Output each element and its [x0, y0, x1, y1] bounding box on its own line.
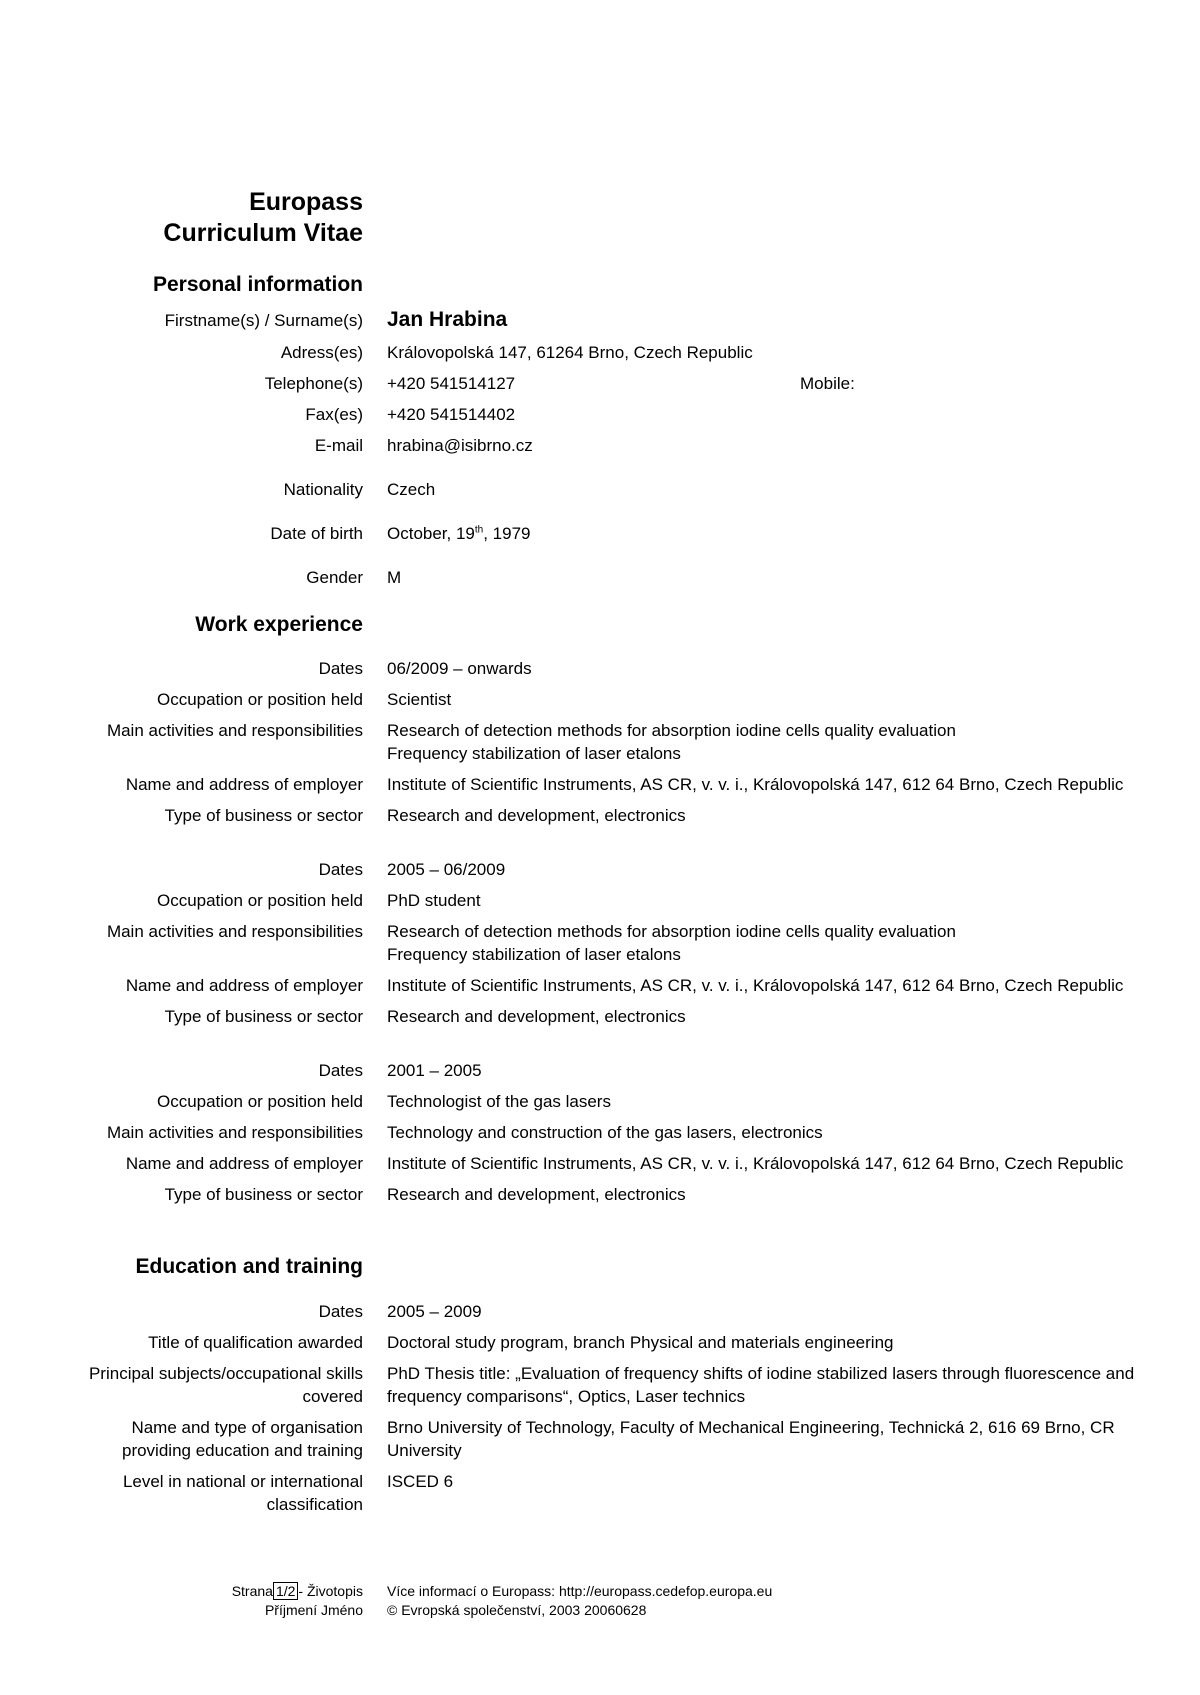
nationality-label: Nationality — [283, 480, 363, 499]
footer-page-info: Strana 1/2 - Životopis — [231, 1583, 363, 1599]
footer-copyright: © Evropská společenství, 2003 20060628 — [387, 1602, 647, 1618]
person-name: Jan Hrabina — [387, 308, 508, 331]
title-curriculum-vitae: Curriculum Vitae — [163, 219, 363, 247]
dob-label: Date of birth — [270, 524, 363, 543]
mobile-label: Mobile: — [800, 374, 855, 393]
gender-label: Gender — [306, 568, 363, 587]
telephone-label: Telephone(s) — [264, 374, 363, 393]
section-work-experience: Work experience — [195, 613, 363, 636]
page-number: 1/2 — [273, 1582, 298, 1600]
email-link[interactable]: hrabina@isibrno.cz — [387, 436, 533, 455]
section-personal-information: Personal information — [152, 273, 363, 296]
name-label: Firstname(s) / Surname(s) — [164, 311, 363, 330]
address-label: Adress(es) — [280, 343, 363, 362]
section-education-training: Education and training — [135, 1255, 363, 1278]
title-europass: Europass — [249, 188, 363, 216]
email-label: E-mail — [314, 436, 363, 455]
gender-value: M — [387, 568, 402, 587]
dob-value: October, 19th, 1979 — [387, 524, 531, 543]
address-value: Královopolská 147, 61264 Brno, Czech Republic — [387, 343, 753, 362]
telephone-value: +420 541514127 — [387, 374, 516, 393]
nationality-value: Czech — [387, 480, 436, 499]
fax-value: +420 541514402 — [387, 405, 516, 424]
cv-page: Europass Curriculum Vitae Personal information Firstname(s) / Surname(s) Jan Hrabina Adress(es) Královopolská 147, 61264 Brno, Czech Republic Telephone(s) +420 541514127 Mobile: Fax(es) +420 541514402 E-mail hrabina@isibrno.cz Nationality Czech Date of birth October, 19th, 1979 Gender M Work experience Dates 06/2009 – onwards Occupation or position held Scientist Main activities and responsibilities Research of detection methods for absorption iodine cells quality evaluation Frequency stabilization of laser etalons Name and address of employer Institute of Scientific Instruments, AS CR, v. v. i., Královopolská 147, 612 64 Brno, Czech Republic Type of business or sector Research and development, electronics Dates 2005 – 06/2009 Occupation or position held PhD student Main activities and responsibilities Research of detection methods for absorption iodine cells quality evaluation Frequency stabilization of laser etalons Name and address of employer Institute of Scientific Instruments, AS CR, v. v. i., Královopolská 147, 612 64 Brno, Czech Republic Type of business or sector Research and development, electronics Dates 2001 – 2005 Occupation or position held Technologist of the gas lasers Main activities and responsibilities Technology and construction of the gas lasers, electronics Name and address of employer Institute of Scientific Instruments, AS CR, v. v. i., Královopolská 147, 612 64 Brno, Czech Republic Type of business or sector Research and development, electronics Education and training Dates 2005 – 2009 Title of qualification awarded Doctoral study program, branch Physical and materials engineering Principal subjects/occupational skills PhD Thesis title: „Evaluation of frequency shifts of iodine stabilized lasers through fluorescence and covered frequency comparisons“, Optics, Laser technics Name and type of organisation Brno University of Technology, Faculty of Mechanical Engineering, Technická 2, 616 69 Brno, CR providing education and training University Level in national or international ISCED 6 classification Strana 1/2 - Životopis Příjmení Jméno Více informací o Europass: http://europass.cedefop.europa.eu © Evropská společenství, 2003 20060628 — [0, 0, 1200, 1695]
footer-name-placeholder: Příjmení Jméno — [264, 1602, 363, 1618]
footer-info-link[interactable]: Více informací o Europass: http://europass.cedefop.europa.eu — [387, 1583, 773, 1599]
fax-label: Fax(es) — [305, 405, 363, 424]
